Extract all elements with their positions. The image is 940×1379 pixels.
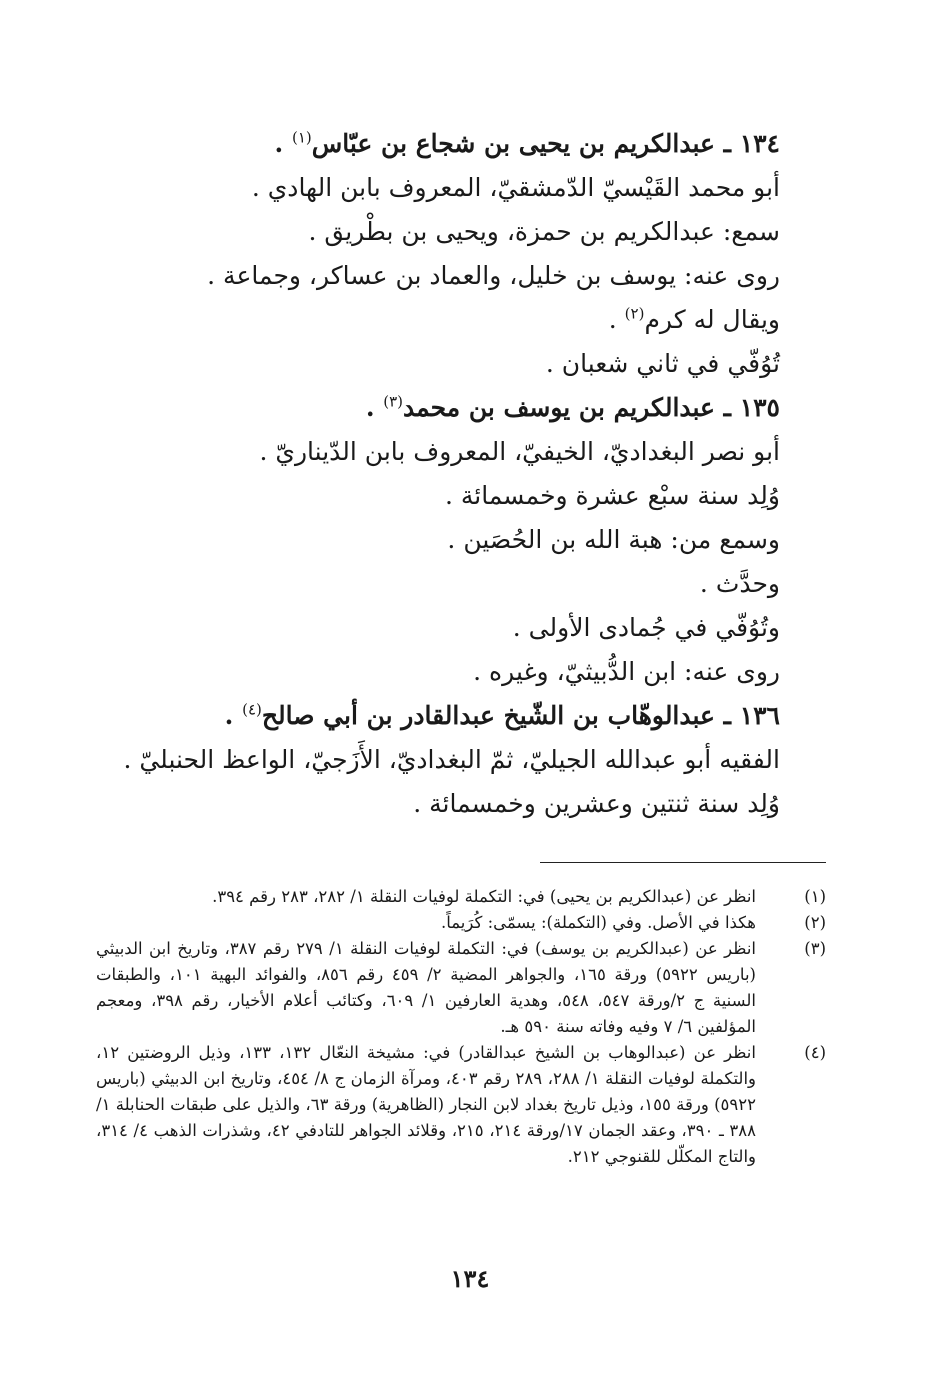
text-line: أبو نصر البغداديّ، الخيفيّ، المعروف بابن الدّيناريّ . (259, 437, 780, 466)
footnote-text: انظر عن (عبدالوهاب بن الشيخ عبدالقادر) في: مشيخة النعّال ١٣٢، ١٣٣، وذيل الروضتين ١٢، والتكملة لوفيات النقلة ١/ ٢٨٨، ٢٨٩ رقم ٤٠٣، ومرآة الزمان ج ٨/ ٤٥٤، وتاريخ ابن الدبيثي (باريس ٥٩٢٢) ورقة ١٥٥، وذيل تاريخ بغداد لابن النجار (الظاهرية) ورقة ٦٣، والذيل على طبقات الحنابلة ١/ ٣٨٨ ـ ٣٩٠، وعقد الجمان ١٧/ورقة ٢١٤، ٢١٥، وقلائد الجواهر للتادفي ٤٢، وشذرات الذهب ٤/ ٣١٤، والتاج المكلّل للقنوجي ٢١٢. (96, 1043, 757, 1166)
entry-heading-134: ١٣٤ ـ عبدالكريم بن يحيى بن شجاع بن عبّاس$^{(١)}$ . (274, 128, 780, 158)
footnote-1 (96, 884, 826, 910)
footnote-number: (١) (804, 887, 826, 906)
entry-heading-136: ١٣٦ ـ عبدالوهّاب بن الشّيخ عبدالقادر بن أبي صالح$^{(٤)}$ . (224, 700, 780, 730)
footnote-2 (96, 910, 826, 936)
text-line: روى عنه: ابن الدُّبيثيّ، وغيره . (473, 657, 780, 686)
footnote-number: (٣) (804, 939, 826, 958)
footnote-ref-3[interactable]: (٣) (383, 392, 404, 411)
entry-heading-135: ١٣٥ ـ عبدالكريم بن يوسف بن محمد$^{(٣)}$ . (365, 392, 780, 422)
footnote-number: (٤) (804, 1043, 826, 1062)
footnotes-section (96, 884, 826, 1170)
footnote-ref-4[interactable]: (٤) (242, 700, 262, 719)
entry-heading-text: ١٣٤ ـ عبدالكريم بن يحيى بن شجاع بن عبّاس (311, 129, 780, 158)
entry-heading-text: ١٣٥ ـ عبدالكريم بن يوسف بن محمد (403, 393, 780, 422)
entry-heading-text: ١٣٦ ـ عبدالوهّاب بن الشّيخ عبدالقادر بن أبي صالح (261, 701, 780, 730)
text-line: وُلِد سنة ثنتين وعشرين وخمسمائة . (413, 789, 780, 818)
main-text (123, 122, 780, 826)
text-line: سمع: عبدالكريم بن حمزة، ويحيى بن بطْريق . (308, 217, 780, 246)
footnote-number: (٢) (804, 913, 826, 932)
page-number: ١٣٤ (450, 1264, 490, 1293)
text-line: روى عنه: يوسف بن خليل، والعماد بن عساكر، وجماعة . (207, 261, 780, 290)
text-line: أبو محمد القَيْسيّ الدّمشقيّ، المعروف بابن الهادي . (251, 173, 780, 202)
text-line: تُوُفّي في ثاني شعبان . (545, 349, 780, 378)
footnote-text: انظر عن (عبدالكريم بن يحيى) في: التكملة لوفيات النقلة ١/ ٢٨٢، ٢٨٣ رقم ٣٩٤. (212, 887, 756, 906)
text-line: وُلِد سنة سبْع عشرة وخمسمائة . (444, 481, 780, 510)
text-line: ويقال له كرم$^{(٢)}$ . (608, 304, 780, 334)
footnote-3 (96, 936, 826, 1040)
footnote-ref-2[interactable]: (٢) (624, 304, 645, 323)
text-line: وحدَّث . (699, 569, 780, 598)
footnote-text: انظر عن (عبدالكريم بن يوسف) في: التكملة لوفيات النقلة ١/ ٢٧٩ رقم ٣٨٧، وتاريخ ابن الدبيثي (باريس ٥٩٢٢) ورقة ١٦٥، والجواهر المضية ٢/ ٤٥٩ رقم ٨٥٦، والفوائد البهية ١٠١، والطبقات السنية ج ٢/ورقة ٥٤٧، ٥٤٨، وهدية العارفين ١/ ٦٠٩، وكتائب أعلام الأخيار، رقم ٣٩٨، ومعجم المؤلفين ٦/ ٧ وفيه وفاته سنة ٥٩٠ هـ. (96, 939, 756, 1036)
text-line: الفقيه أبو عبدالله الجيليّ، ثمّ البغداديّ، الأَزَجيّ، الواعظ الحنبليّ . (123, 745, 780, 774)
text-line: وسمع من: هبة الله بن الحُصَين . (447, 525, 780, 554)
footnote-ref-1[interactable]: (١) (291, 128, 312, 147)
footnote-separator (540, 862, 826, 863)
footnote-4 (96, 1040, 826, 1170)
footnote-text: هكذا في الأصل. وفي (التكملة): يسمّى: كُرَيماً. (440, 913, 756, 932)
text-line: وتُوُفّي في جُمادى الأولى . (512, 613, 780, 642)
